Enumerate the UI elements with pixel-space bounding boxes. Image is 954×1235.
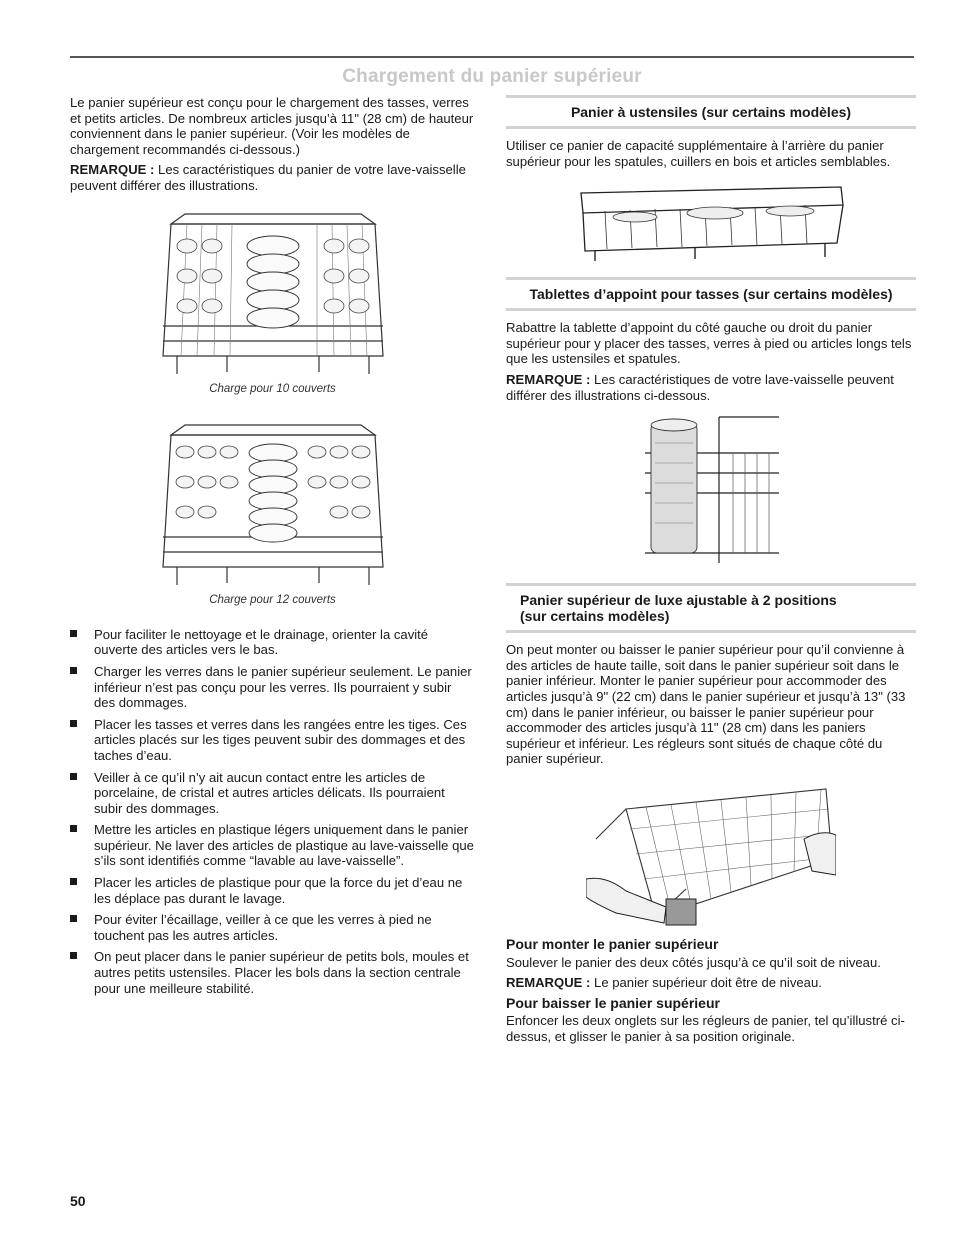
intro-paragraph: Le panier supérieur est conçu pour le chargement des tasses, verres et petits articles. De nombreux articles jusqu’à 11" (28 cm) de hauteur conviennent dans le panier supérieur. (Voir les modèles de chargement recommandés ci-dessous.)	[70, 95, 474, 157]
note-label: REMARQUE :	[506, 975, 591, 991]
bullet-square-icon	[70, 630, 77, 637]
bullet-square-icon	[70, 952, 77, 959]
list-item-text: Mettre les articles en plastique légers uniquement dans le panier supérieur. Ne laver des articles de plastique au lave-vaisselle que s’ils sont identifiés comme “lavable au lave-vaisselle”.	[94, 822, 474, 869]
bullet-square-icon	[70, 878, 77, 885]
note-label: REMARQUE :	[506, 371, 591, 387]
list-item	[70, 770, 475, 817]
list-item-text: Veiller à ce qu’il n’y ait aucun contact entre les articles de porcelaine, de cristal et autres articles délicats. Ils pourraient subir des dommages.	[94, 769, 445, 816]
page-number: 50	[70, 1193, 86, 1209]
cup-shelf-illustration	[641, 413, 781, 569]
rack-illustration-12-settings	[157, 417, 389, 589]
cup-shelves-text: Rabattre la tablette d’appoint du côté gauche ou droit du panier supérieur pour y placer des tasses, verres à pied ou articles longs tels que les ustensiles et spatules.	[506, 320, 912, 367]
lower-rack-heading: Pour baisser le panier supérieur	[506, 994, 720, 1011]
caption-12-settings: Charge pour 12 couverts	[209, 594, 336, 607]
note-text: Les caractéristiques du panier de votre lave-vaisselle peuvent différer des illustrations.	[70, 162, 466, 193]
section-heading-adjustable-rack	[506, 583, 916, 633]
note-text: Le panier supérieur doit être de niveau.	[594, 975, 822, 991]
utensil-basket-text: Utiliser ce panier de capacité supplémentaire à l’arrière du panier supérieur pour les spatules, cuillers en bois et articles semblables.	[506, 138, 891, 169]
rack-adjuster-illustration	[586, 779, 836, 929]
bullet-square-icon	[70, 825, 77, 832]
note-paragraph	[70, 162, 475, 193]
note-label: REMARQUE :	[70, 162, 155, 178]
list-item-text: Pour faciliter le nettoyage et le drainage, orienter la cavité ouverte des articles vers le bas.	[94, 626, 429, 658]
raise-rack-heading: Pour monter le panier supérieur	[506, 935, 719, 952]
list-item-text: On peut placer dans le panier supérieur de petits bols, moules et autres petits ustensiles. Placer les bols dans la section centrale pour une meilleure stabilité.	[94, 949, 469, 996]
list-item	[70, 875, 475, 906]
section-heading-utensil-basket: Panier à ustensiles (sur certains modèles)	[506, 95, 916, 129]
adjustable-rack-text: On peut monter ou baisser le panier supérieur pour qu’il convienne à des articles de haute taille, soit dans le panier supérieur soit dans le panier inférieur. Monter le panier supérieur pour accommoder des articles jusqu’à 9" (22 cm) dans le panier supérieur et jusqu’à 13" (33 cm) dans le panier inférieur, ou baisser le panier supérieur pour accommoder des articles jusqu’à 11" (28 cm) dans les paniers supérieur et inférieur. Les régleurs sont situés de chaque côté du panier supérieur.	[506, 642, 906, 767]
list-item-text: Charger les verres dans le panier supérieur seulement. Le panier inférieur n’est pas conçu pour les verres. Ils pourraient y subir des dommages.	[94, 663, 472, 711]
list-item-text: Placer les tasses et verres dans les rangées entre les tiges. Ces articles placés sur les tiges peuvent subir des dommages et des taches d’eau.	[94, 716, 467, 763]
bullet-square-icon	[70, 773, 77, 780]
adjustable-rack-subtitle: (sur certains modèles)	[520, 608, 670, 625]
utensil-basket-illustration	[575, 183, 847, 263]
raise-rack-note	[506, 975, 916, 991]
top-rule	[70, 56, 914, 58]
note-text: Les caractéristiques de votre lave-vaisselle peuvent différer des illustrations ci-dessous.	[506, 371, 894, 403]
page-title: Chargement du panier supérieur	[342, 66, 642, 87]
right-column	[506, 95, 916, 1049]
loading-tips-list	[70, 627, 475, 996]
list-item	[70, 717, 475, 764]
list-item	[70, 627, 475, 658]
left-column	[70, 95, 475, 1002]
bullet-square-icon	[70, 915, 77, 922]
list-item	[70, 949, 475, 996]
raise-rack-text: Soulever le panier des deux côtés jusqu’à ce qu’il soit de niveau.	[506, 954, 881, 970]
bullet-square-icon	[70, 667, 77, 674]
list-item	[70, 822, 475, 869]
caption-10-settings: Charge pour 10 couverts	[209, 382, 336, 395]
cup-shelves-note	[506, 372, 916, 403]
list-item-text: Placer les articles de plastique pour que la force du jet d’eau ne les déplace pas durant le lavage.	[94, 875, 463, 906]
list-item-text: Pour éviter l’écaillage, veiller à ce que les verres à pied ne touchent pas les autres articles.	[94, 912, 432, 943]
rack-illustration-10-settings	[157, 206, 389, 378]
list-item	[70, 912, 475, 943]
section-heading-cup-shelves: Tablettes d’appoint pour tasses (sur certains modèles)	[506, 277, 916, 311]
lower-rack-text: Enfoncer les deux onglets sur les régleurs de panier, tel qu’illustré ci-dessus, et glisser le panier à sa position originale.	[506, 1013, 905, 1044]
bullet-square-icon	[70, 720, 77, 727]
adjustable-rack-title: Panier supérieur de luxe ajustable à 2 positions	[520, 592, 837, 609]
list-item	[70, 664, 475, 711]
